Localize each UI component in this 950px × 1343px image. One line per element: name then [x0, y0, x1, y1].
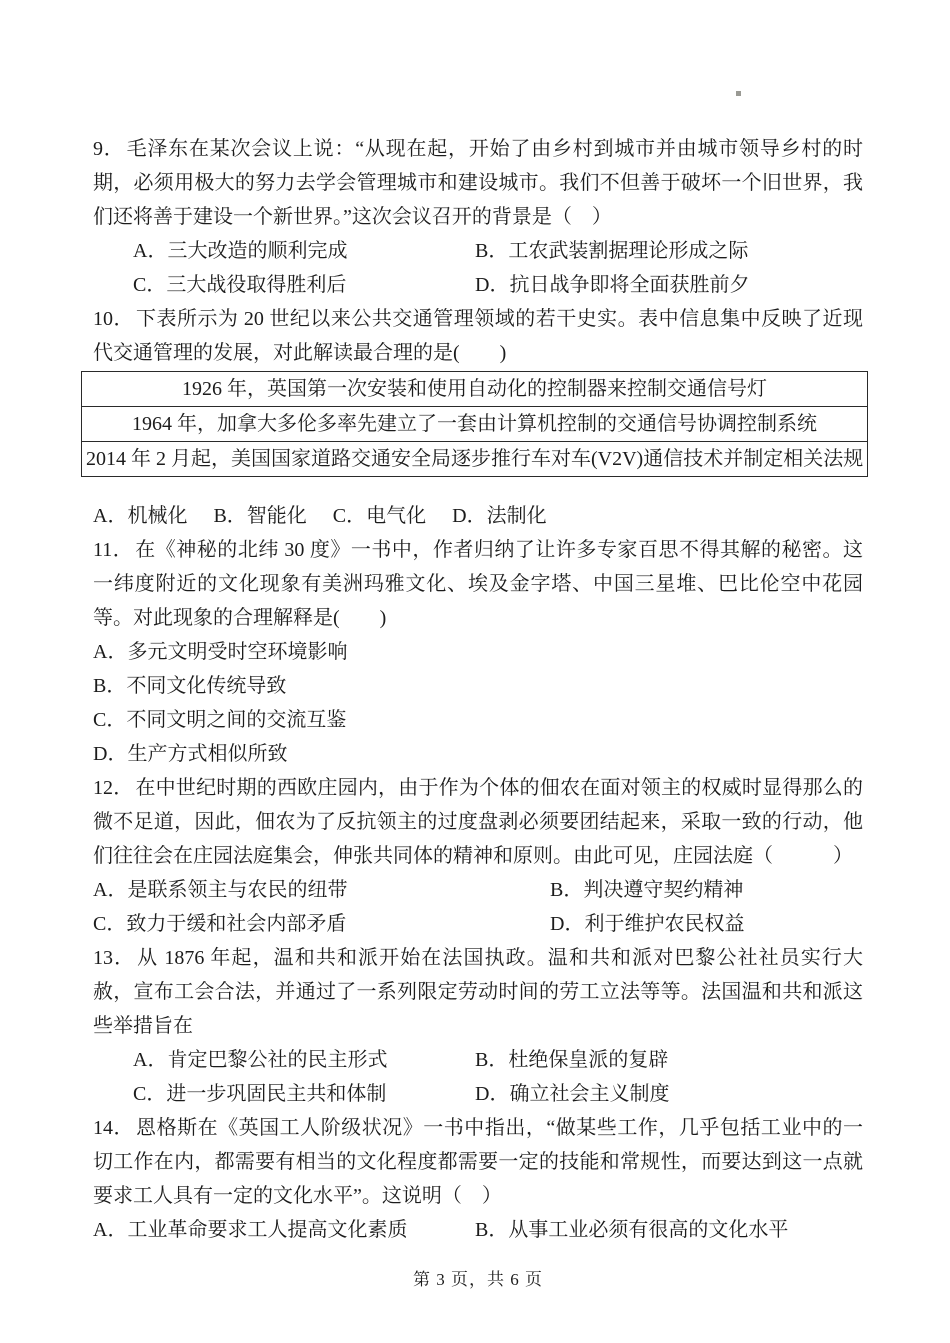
option-c: C．进一步巩固民主共和体制	[133, 1083, 387, 1105]
option-d: D．抗日战争即将全面获胜前夕	[475, 274, 750, 296]
option-a: A．是联系领主与农民的纽带	[93, 879, 348, 901]
option-b: B．不同文化传统导致	[93, 675, 287, 697]
page-artifact-dot	[736, 91, 741, 96]
question-14-stem	[93, 1111, 863, 1213]
option-a: A．工业革命要求工人提高文化素质	[93, 1219, 408, 1241]
option-b: B．从事工业必须有很高的文化水平	[475, 1219, 789, 1241]
question-number: 14．	[93, 1117, 135, 1139]
question-11-stem	[93, 533, 863, 635]
option-a: A．肯定巴黎公社的民主形式	[133, 1049, 388, 1071]
question-13	[93, 941, 863, 1111]
question-11-options	[93, 635, 863, 771]
question-12-stem	[93, 771, 863, 873]
option-c: C．电气化	[332, 505, 427, 527]
question-text: 从 1876 年起，温和共和派开始在法国执政。温和共和派对巴黎公社社员实行大赦，宣布工会合法，并通过了一系列限定劳动时间的劳工立法等等。法国温和共和派这些举措旨在	[93, 947, 863, 1037]
question-number: 9．	[93, 138, 125, 160]
table-row	[82, 442, 868, 477]
option-b: B．判决遵守契约精神	[550, 879, 744, 901]
question-10-options	[93, 499, 863, 533]
question-text: 下表所示为 20 世纪以来公共交通管理领域的若干史实。表中信息集中反映了近现代交通管理的发展，对此解读最合理的是( )	[93, 308, 864, 364]
option-c: C．三大战役取得胜利后	[133, 274, 347, 296]
question-9-stem	[93, 132, 863, 234]
option-c: C．致力于缓和社会内部矛盾	[93, 913, 347, 935]
option-d: D．生产方式相似所致	[93, 743, 288, 765]
question-10-stem	[93, 302, 863, 370]
question-14-options	[93, 1213, 863, 1247]
option-b: B．杜绝保皇派的复辟	[475, 1049, 669, 1071]
question-12-options	[93, 873, 863, 941]
question-number: 10．	[93, 308, 134, 330]
question-number: 12．	[93, 777, 134, 799]
question-number: 13．	[93, 947, 136, 969]
option-d: D．确立社会主义制度	[475, 1083, 670, 1105]
option-a: A．机械化	[93, 505, 188, 527]
option-b: B．工农武装割据理论形成之际	[475, 240, 749, 262]
table-row	[82, 372, 868, 407]
table-cell: 1964 年，加拿大多伦多率先建立了一套由计算机控制的交通信号协调控制系统	[82, 407, 868, 442]
table-cell: 2014 年 2 月起，美国国家道路交通安全局逐步推行车对车(V2V)通信技术并制定相关法规	[82, 442, 868, 477]
question-13-stem	[93, 941, 863, 1043]
option-d: D．利于维护农民权益	[550, 913, 745, 935]
page-footer: 第 3 页，共 6 页	[413, 1270, 543, 1289]
option-d: D．法制化	[452, 505, 547, 527]
option-c: C．不同文明之间的交流互鉴	[93, 709, 347, 731]
question-9	[93, 132, 863, 302]
table-row	[82, 407, 868, 442]
question-14	[93, 1111, 863, 1247]
history-facts-table	[81, 371, 868, 477]
question-9-options	[93, 234, 863, 302]
question-11	[93, 533, 863, 771]
question-text: 在《神秘的北纬 30 度》一书中，作者归纳了让许多专家百思不得其解的秘密。这一纬度附近的文化现象有美洲玛雅文化、埃及金字塔、中国三星堆、巴比伦空中花园等。对此现象的合理解释是( )	[93, 539, 864, 629]
option-a: A．多元文明受时空环境影响	[93, 641, 348, 663]
option-a: A．三大改造的顺利完成	[133, 240, 348, 262]
question-12	[93, 771, 863, 941]
question-10	[86, 302, 864, 533]
question-text: 毛泽东在某次会议上说：“从现在起，开始了由乡村到城市并由城市领导乡村的时期，必须用极大的努力去学会管理城市和建设城市。我们不但善于破坏一个旧世界，我们还将善于建设一个新世界。”这次会议召开的背景是（ ）	[93, 138, 863, 228]
table-cell: 1926 年，英国第一次安装和使用自动化的控制器来控制交通信号灯	[82, 372, 868, 407]
question-number: 11．	[93, 539, 134, 561]
option-b: B．智能化	[213, 505, 307, 527]
question-text: 在中世纪时期的西欧庄园内，由于作为个体的佃农在面对领主的权威时显得那么的微不足道，因此，佃农为了反抗领主的过度盘剥必须要团结起来，采取一致的行动，他们往往会在庄园法庭集会，伸张共同体的精神和原则。由此可见，庄园法庭（ ）	[93, 777, 864, 867]
question-13-options	[93, 1043, 863, 1111]
question-text: 恩格斯在《英国工人阶级状况》一书中指出，“做某些工作，几乎包括工业中的一切工作在内，都需要有相当的文化程度都需要一定的技能和常规性，而要达到这一点就要求工人具有一定的文化水平”。这说明（ ）	[93, 1117, 863, 1207]
